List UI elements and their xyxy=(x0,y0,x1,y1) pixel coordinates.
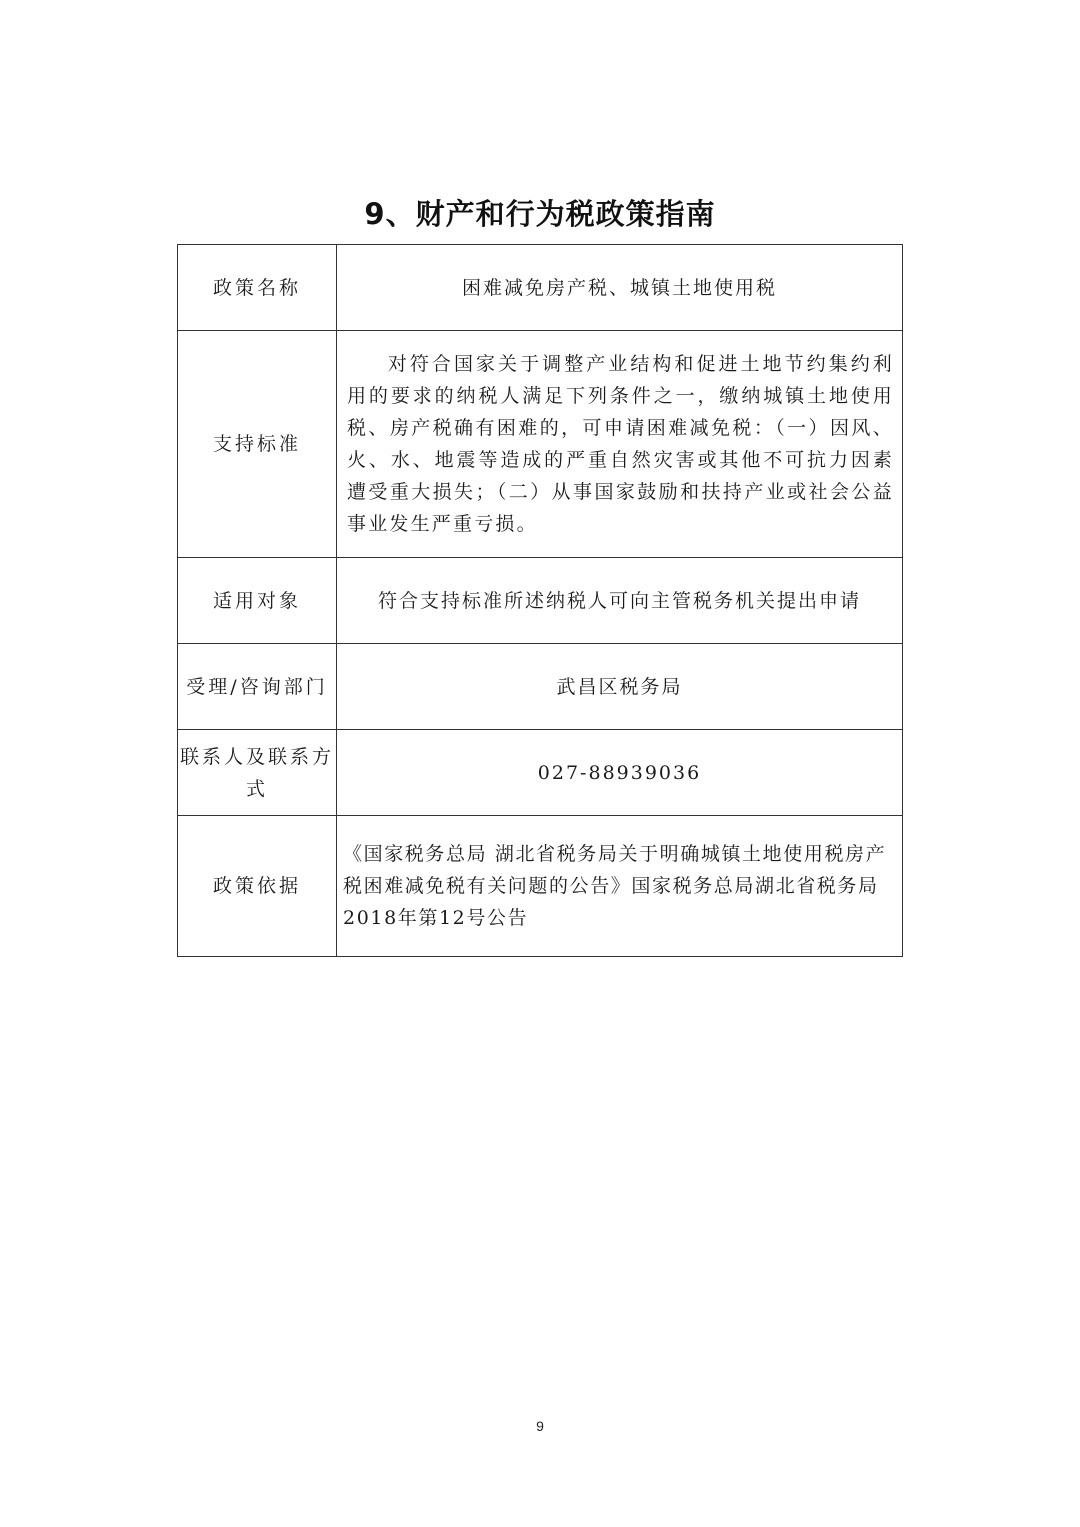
table-row xyxy=(178,331,903,558)
table-row xyxy=(178,816,903,957)
row-label-contact: 联系人及联系方式 xyxy=(178,730,337,816)
row-label-support-standard: 支持标准 xyxy=(178,331,337,558)
row-value-contact: 027-88939036 xyxy=(337,730,903,816)
row-value-policy-basis: 《国家税务总局 湖北省税务局关于明确城镇土地使用税房产税困难减免税有关问题的公告》国家税务总局湖北省税务局2018年第12号公告 xyxy=(337,816,903,957)
page-title: 9、财产和行为税政策指南 xyxy=(364,197,716,231)
policy-table xyxy=(177,244,903,957)
row-label-department: 受理/咨询部门 xyxy=(178,644,337,730)
row-label-policy-basis: 政策依据 xyxy=(178,816,337,957)
page-number: 9 xyxy=(536,1418,544,1434)
support-standard-text: 对符合国家关于调整产业结构和促进土地节约集约利用的要求的纳税人满足下列条件之一，缴纳城镇土地使用税、房产税确有困难的，可申请困难减免税：（一）因风、火、水、地震等造成的严重自然灾害或其他不可抗力因素遭受重大损失；（二）从事国家鼓励和扶持产业或社会公益事业发生严重亏损。 xyxy=(347,353,894,535)
row-value-policy-name: 困难减免房产税、城镇土地使用税 xyxy=(337,245,903,331)
table-row xyxy=(178,558,903,644)
row-label-applicable-target: 适用对象 xyxy=(178,558,337,644)
row-value-support-standard xyxy=(337,331,903,558)
row-label-policy-name: 政策名称 xyxy=(178,245,337,331)
table-row xyxy=(178,730,903,816)
table-row xyxy=(178,245,903,331)
row-value-applicable-target: 符合支持标准所述纳税人可向主管税务机关提出申请 xyxy=(337,558,903,644)
table-row xyxy=(178,644,903,730)
row-value-department: 武昌区税务局 xyxy=(337,644,903,730)
